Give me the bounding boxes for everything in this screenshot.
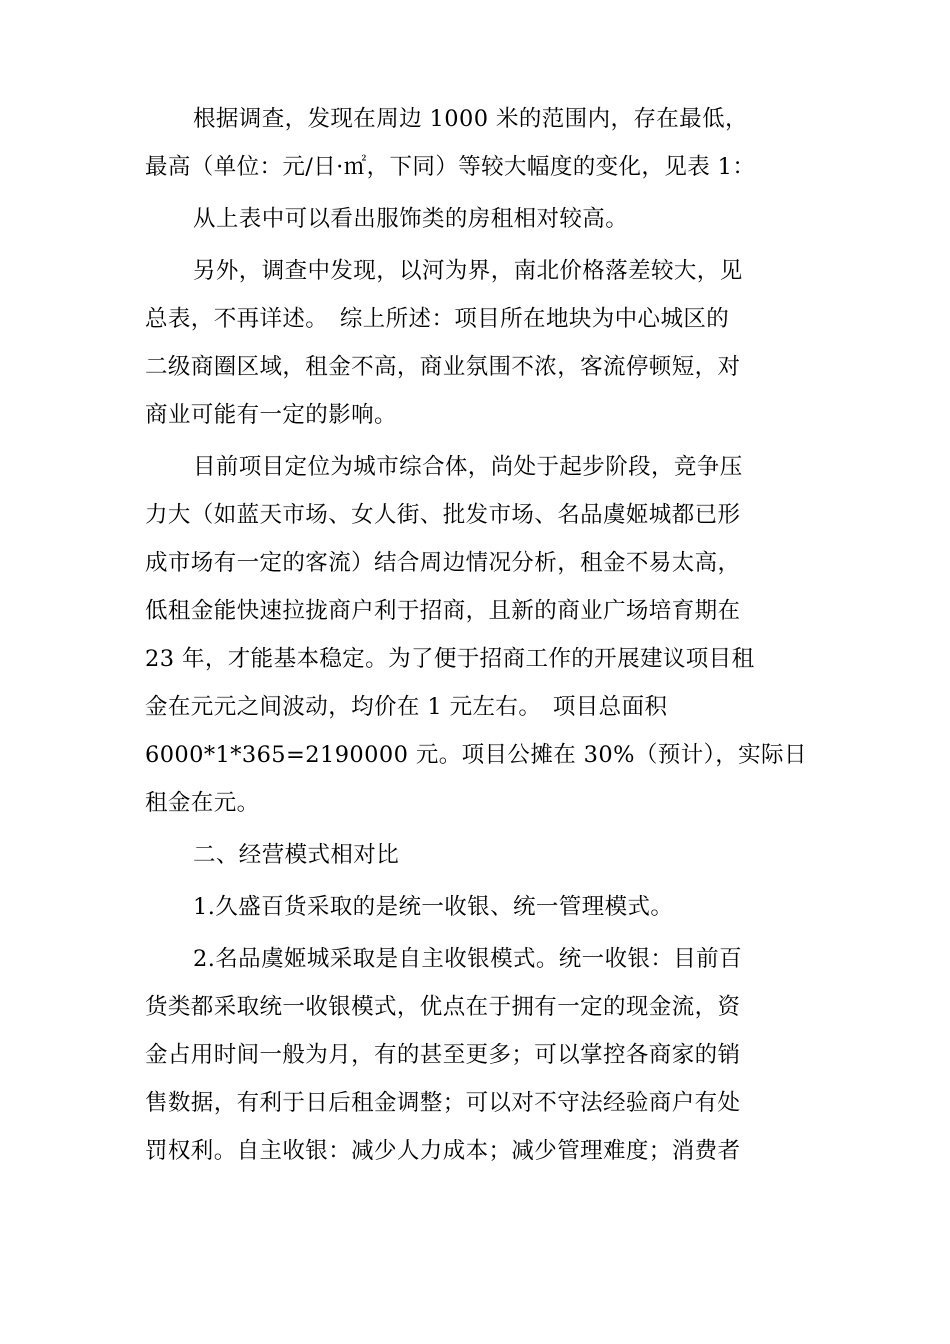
list-item: 1.久盛百货采取的是统一收银、统一管理模式。 (193, 894, 674, 920)
paragraph-line: 6000*1*365=2190000 元。项目公摊在 30%（预计），实际日 (145, 742, 807, 768)
paragraph-line: 售数据，有利于日后租金调整；可以对不守法经验商户有处 (145, 1090, 741, 1116)
paragraph-line: 货类都采取统一收银模式，优点在于拥有一定的现金流，资 (145, 994, 741, 1020)
paragraph-line: 二级商圈区域，租金不高，商业氛围不浓，客流停顿短，对 (145, 354, 741, 380)
paragraph-line: 最高（单位：元/日·㎡，下同）等较大幅度的变化，见表 1： (145, 154, 756, 180)
paragraph-line: 根据调查，发现在周边 1000 米的范围内，存在最低， (193, 106, 748, 132)
paragraph-line: 金在元元之间波动，均价在 1 元左右。 项目总面积 (145, 694, 668, 720)
paragraph-line: 成市场有一定的客流）结合周边情况分析，租金不易太高， (145, 550, 741, 576)
paragraph-line: 从上表中可以看出服饰类的房租相对较高。 (193, 206, 629, 232)
paragraph-line: 总表，不再详述。 综上所述：项目所在地块为中心城区的 (145, 306, 730, 332)
paragraph-line: 商业可能有一定的影响。 (145, 402, 397, 428)
section-heading: 二、经营模式相对比 (193, 842, 400, 868)
paragraph-line: 租金在元。 (145, 790, 260, 816)
paragraph-line: 23 年，才能基本稳定。为了便于招商工作的开展建议项目租 (145, 646, 755, 672)
paragraph-line: 金占用时间一般为月，有的甚至更多；可以掌控各商家的销 (145, 1042, 741, 1068)
paragraph-line: 低租金能快速拉拢商户利于招商，且新的商业广场培育期在 (145, 598, 741, 624)
paragraph-line: 罚权利。自主收银：减少人力成本；减少管理难度；消费者 (145, 1138, 741, 1164)
paragraph-line: 目前项目定位为城市综合体，尚处于起步阶段，竞争压 (193, 454, 743, 480)
paragraph-line: 另外，调查中发现，以河为界，南北价格落差较大，见 (193, 258, 743, 284)
body-text (145, 95, 805, 1175)
paragraph-line: 力大（如蓝天市场、女人街、批发市场、名品虞姬城都已形 (145, 502, 741, 528)
list-item: 2.名品虞姬城采取是自主收银模式。统一收银：目前百 (193, 946, 742, 972)
